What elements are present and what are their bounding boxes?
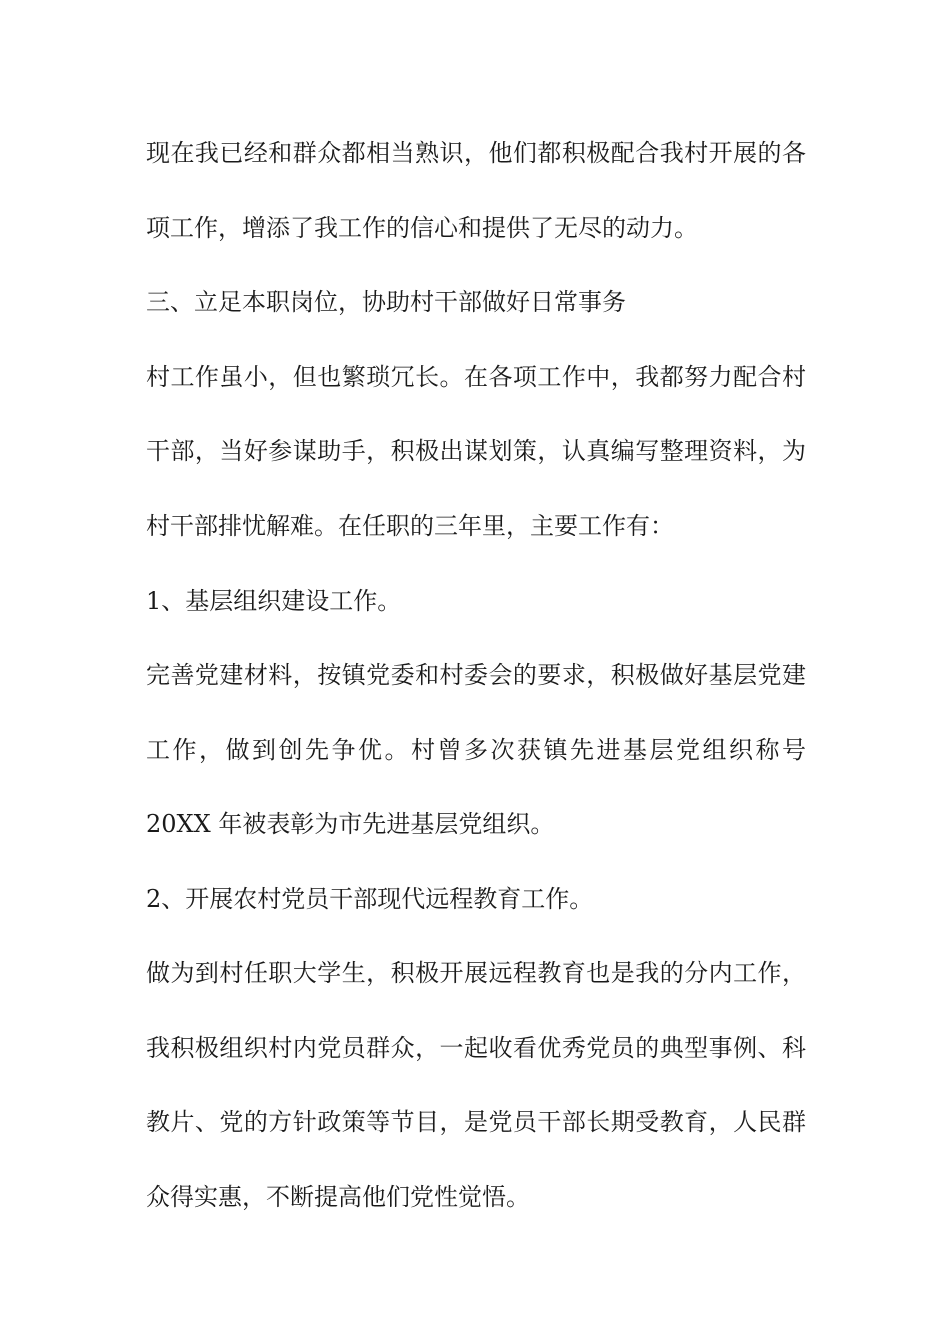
section-heading: 三、立足本职岗位，协助村干部做好日常事务 (146, 288, 626, 316)
paragraph-line: 干部，当好参谋助手，积极出谋划策，认真编写整理资料，为 (146, 437, 806, 465)
paragraph-line: 项工作，增添了我工作的信心和提供了无尽的动力。 (146, 214, 698, 242)
paragraph-line: 工作，做到创先争优。村曾多次获镇先进基层党组织称号 (146, 736, 806, 764)
paragraph-line: 教片、党的方针政策等节目，是党员干部长期受教育，人民群 (146, 1108, 806, 1136)
paragraph-line: 村工作虽小，但也繁琐冗长。在各项工作中，我都努力配合村 (146, 363, 806, 391)
subsection-heading: 1、基层组织建设工作。 (146, 587, 402, 615)
paragraph-line: 我积极组织村内党员群众，一起收看优秀党员的典型事例、科 (146, 1034, 806, 1062)
paragraph-line: 现在我已经和群众都相当熟识，他们都积极配合我村开展的各 (146, 139, 806, 167)
paragraph-line: 众得实惠，不断提高他们党性觉悟。 (146, 1183, 530, 1211)
paragraph-line: 村干部排忧解难。在任职的三年里，主要工作有： (146, 512, 674, 540)
paragraph-line: 20XX 年被表彰为市先进基层党组织。 (146, 810, 555, 838)
paragraph-line: 做为到村任职大学生，积极开展远程教育也是我的分内工作， (146, 959, 806, 987)
paragraph-line: 完善党建材料，按镇党委和村委会的要求，积极做好基层党建 (146, 661, 806, 689)
subsection-heading: 2、开展农村党员干部现代远程教育工作。 (146, 885, 594, 913)
